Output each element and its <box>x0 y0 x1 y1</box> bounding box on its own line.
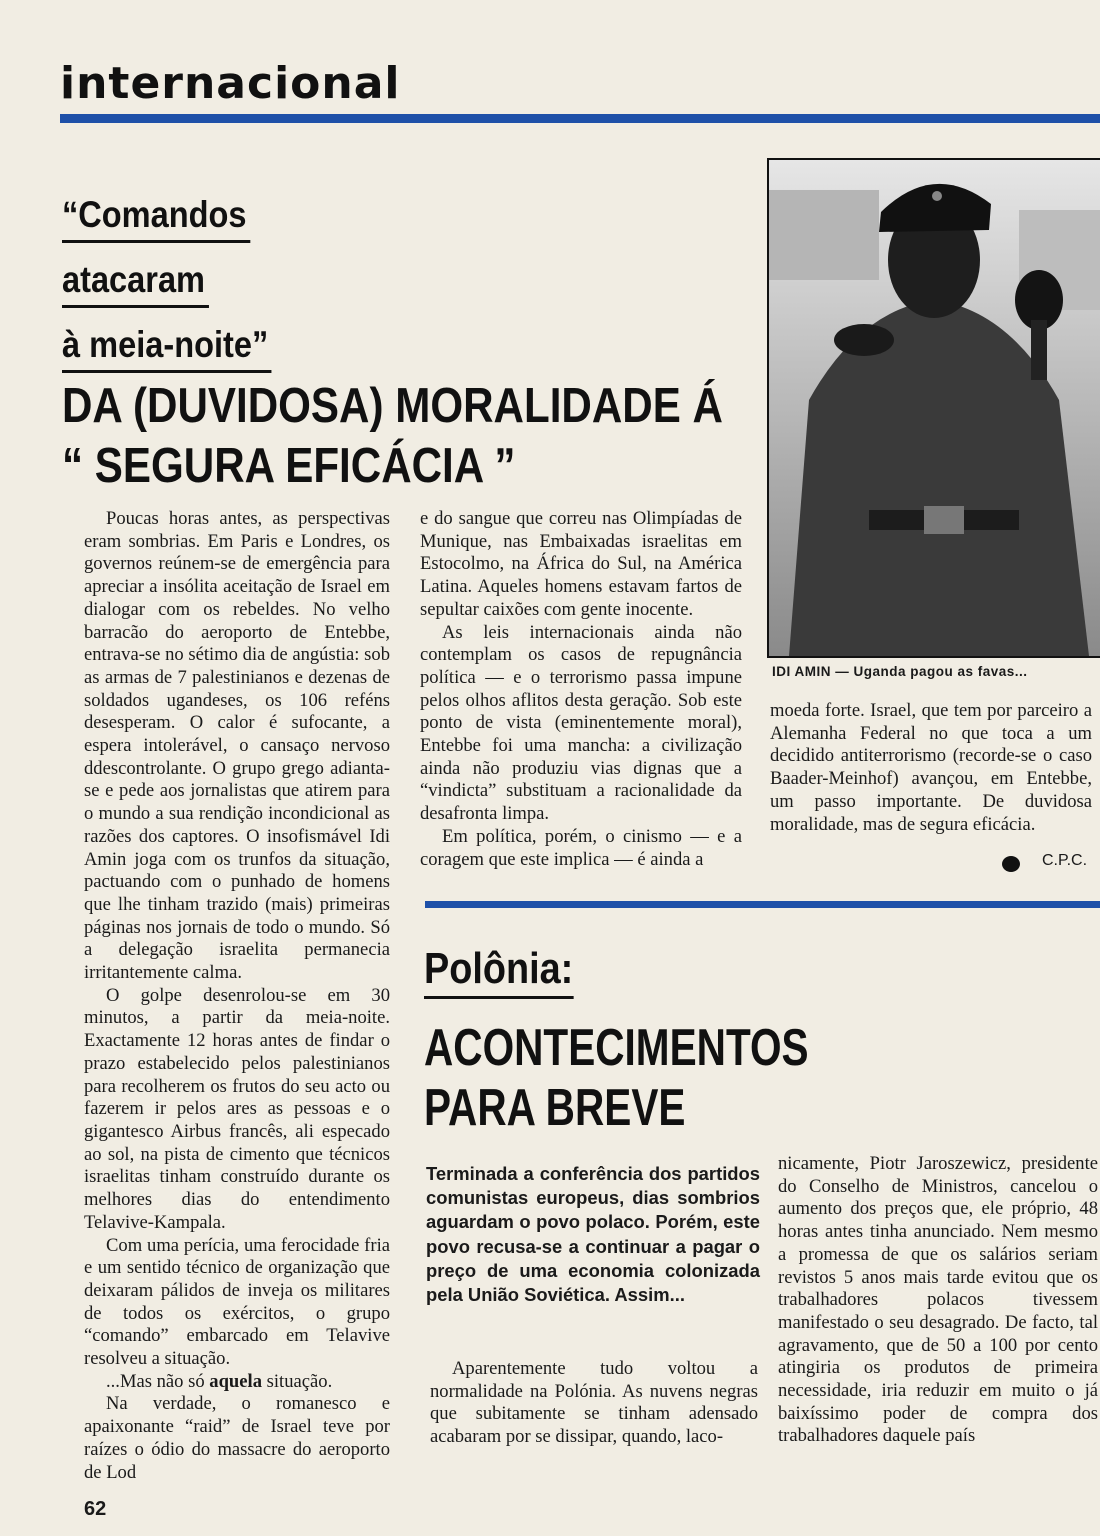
paragraph: Aparentemente tudo voltou a normalidade na Polónia. As nuvens negras que subitamente se tinham adensado acabaram por se dissipar, quando, laco- <box>430 1358 758 1448</box>
paragraph: e do sangue que correu nas Olimpíadas de Munique, nas Embaixadas israelitas em Estocolmo, na África do Sul, na América Latina. Aqueles homens estavam fartos de sepultar caixões com gente inocente. <box>420 508 742 620</box>
photo-illustration <box>769 160 1100 656</box>
photo-caption: IDI AMIN — Uganda pagou as favas... <box>772 664 1028 679</box>
article2-column-1 <box>430 1358 758 1449</box>
article-column-3 <box>770 700 1092 836</box>
section-rule <box>60 114 1100 123</box>
paragraph: Na verdade, o romanesco e apaixonante “raid” de Israel teve por raízes o ódio do massacre do aeroporto de Lod <box>84 1393 390 1483</box>
author-signature: C.P.C. <box>1042 852 1088 869</box>
article2-headline <box>424 1018 830 1138</box>
paragraph: Com uma perícia, uma ferocidade fria e um sentido técnico de organização que deixaram pálidos de inveja os militares de todos os exércitos, o grupo “comando” embarcado em Telavive resolveu a situação. <box>84 1234 390 1370</box>
article-column-2 <box>420 508 742 871</box>
article-kicker <box>62 186 326 381</box>
paragraph: ...Mas não só aquela situação. <box>106 1370 333 1392</box>
paragraph: As leis internacionais ainda não contemplam os casos de repugnância política — e o terrorismo passa impune pelos olhos aflitos desta geração. Sob este ponto de vista (eminentemente moral), Entebbe foi uma mancha: a civilização ainda não produziu vias dignas que a “vindicta” substituam a racionalidade da desafronta limpa. <box>420 621 742 825</box>
headline2-line-2: PARA BREVE <box>424 1079 686 1137</box>
section-title: internacional <box>60 58 401 109</box>
paragraph: moeda forte. Israel, que tem por parceiro a Alemanha Federal no que toca a um decidido antiterrorismo (recorde-se o caso Baader-Meinhof) avançou, em Entebbe, um passo importante. De duvidosa moralidade, mas de segura eficácia. <box>770 700 1092 835</box>
paragraph: Em política, porém, o cinismo — e a coragem que este implica — é ainda a <box>420 825 742 870</box>
paragraph: nicamente, Piotr Jaroszewicz, presidente do Conselho de Ministros, cancelou o aumento dos preços que, ele próprio, 48 horas antes tinha anunciado. Nem mesmo a promessa de que os salários seriam revistos 5 anos mais tarde evitou que os trabalhadores polacos tivessem manifestado o seu desagrado. De facto, tal agravamento, que de 50 a 100 por cento atingiria os produtos de primeira necessidade, iria reduzir em muito o já baixíssimo poder de compra dos trabalhadores daquele país <box>778 1153 1098 1447</box>
article2-column-2 <box>778 1153 1098 1448</box>
paragraph: O golpe desenrolou-se em 30 minutos, a partir da meia-noite. Exactamente 12 horas antes de findar o prazo estabelecido pelos palestinianos para recolherem os frutos do seu acto ou fazerem ir pelos ares as pessoas e o gigantesco Airbus francês, ali especado ao sol, na pista de cimento que técnicos israelitas tinham construído durante os melhores dias do entendimento Telavive-Kampala. <box>84 984 390 1233</box>
article-column-1 <box>84 508 390 1484</box>
headline-line-2: “ SEGURA EFICÁCIA ” <box>62 439 516 493</box>
article2-lead: Terminada a conferência dos partidos comunistas europeus, dias sombrios aguardam o povo polaco. Porém, este povo recusa-se a continuar a pagar o preço de uma economia colonizada pela União Soviética. Assim... <box>426 1163 760 1306</box>
headline-line-1: DA (DUVIDOSA) MORALIDADE Á <box>62 379 723 433</box>
article-headline <box>62 376 723 496</box>
kicker-line-2: atacaram <box>62 255 209 308</box>
kicker-line-1: “Comandos <box>62 190 250 243</box>
paragraph: Poucas horas antes, as perspectivas eram sombrias. Em Paris e Londres, os governos reúnem-se de emergência para apreciar a insólita aceitação de Israel em dialogar com os rebeldes. No velho barracão do aeroporto de Entebbe, entrava-se no sétimo dia de angústia: sob as armas de 7 palestinianos e dezenas de soldados ugandeses, os 106 reféns desesperam. O calor é sufocante, a espera intolerável, o cansaço nervoso ddescontrolante. O grupo grego adianta-se e pede aos jornalistas que atirem para o mundo a sua rendição incondicional as razões dos captores. O insofismável Idi Amin joga com os trunfos da situação, pactuando com o punhado de homens que lhe tinham trazido (mais) primeiras páginas nos jornais de todo o mundo. Só a delegação israelita permanecia irritantemente calma. <box>84 508 390 984</box>
article-divider-rule <box>425 901 1100 908</box>
page-number: 62 <box>84 1498 107 1520</box>
idi-amin-photo <box>767 158 1100 658</box>
end-mark-icon <box>1002 856 1020 872</box>
headline2-line-1: ACONTECIMENTOS <box>424 1019 809 1077</box>
article2-kicker: Polônia: <box>424 942 573 999</box>
kicker-line-3: à meia-noite” <box>62 320 272 373</box>
